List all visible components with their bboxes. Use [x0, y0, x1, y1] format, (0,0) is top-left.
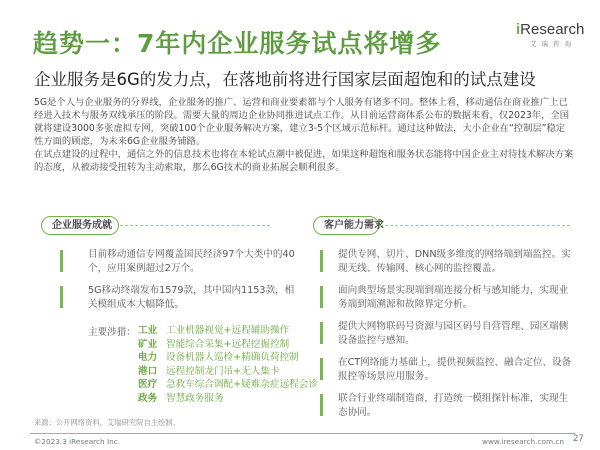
sector-desc: 远程控制龙门吊+无人集卡: [166, 365, 280, 377]
sector-row: [138, 338, 289, 352]
need-text: 提供专网、切片、DNN级多维度的网络端到端监控。实现无线、传输网、核心网的监控覆盖。: [338, 249, 571, 274]
need-text: 联合行业终端制造商，打造统一模组探针标准，实现生态协同。: [338, 393, 569, 418]
sector-row: [138, 392, 224, 406]
sector-name: 矿业: [138, 338, 158, 350]
logo-cn-name: 艾瑞咨询: [530, 40, 576, 48]
intro-text: [34, 96, 574, 175]
iresearch-logo: [516, 21, 588, 61]
footer-divider: [30, 433, 575, 434]
achievement-text: 5G移动终端发布1579款，其中国内1153款，相关模组成本大幅降低。: [88, 285, 295, 310]
sector-name: 工业: [138, 325, 158, 336]
logo-wordmark: [516, 21, 588, 38]
page-subtitle: 企业服务是6G的发力点，在落地前将进行国家层面超饱和的试点建设: [34, 70, 536, 89]
sector-row: [138, 351, 299, 365]
intro-paragraph-2: 在试点建设的过程中，通信之外的信息技术也将在本轮试点潮中被促进，如果这种超饱和服务状态能将中国企业主对待技术解决方案的态度，从被动接受扭转为主动索取，那么6G技术的商业拓展会顺利很多。: [34, 149, 574, 174]
sector-name: 港口: [138, 365, 158, 377]
bullet-bar: [320, 286, 323, 308]
bullet-bar: [60, 286, 63, 308]
bullet-bar: [320, 250, 323, 272]
left-divider: [120, 225, 270, 226]
sector-row: [138, 378, 318, 392]
sector-name: 政务: [138, 392, 158, 404]
sector-desc: 智慧政务服务: [166, 392, 224, 404]
sectors-label: 主要涉猎：: [88, 327, 136, 338]
bullet-bar: [320, 322, 323, 344]
sector-desc: 急救车综合调配+疑难杂症远程会诊: [166, 379, 318, 390]
need-text: 在CT网络能力基础上，提供视频监控、融合定位、设备报控等场景应用服务。: [338, 357, 572, 382]
label-customer-needs: 客户能力需求: [313, 216, 379, 235]
sector-row: [138, 324, 289, 338]
sector-desc: 智能综合采集+远程挖掘控制: [166, 338, 290, 350]
sector-desc: 设备机器人巡检+精确负荷控制: [166, 352, 299, 363]
bullet-bar: [320, 358, 323, 380]
page-number: 27: [573, 434, 584, 444]
page-title: 趋势一：7年内企业服务试点将增多: [33, 29, 442, 58]
copyright: ©2023.3 iResearch Inc.: [34, 437, 121, 446]
bullet-bar: [320, 394, 323, 416]
need-text: 面向典型场景实现端到端连接分析与感知能力，实现业务端到端溯源和故障界定分析。: [338, 285, 569, 310]
logo-prefix: i: [516, 21, 521, 38]
logo-name: Research: [520, 21, 585, 38]
need-text: 提供大网物联码号资源与园区码号自营管理、园区端侧设备监控与感知。: [338, 321, 569, 346]
label-enterprise-achievements: 企业服务成就: [41, 216, 119, 235]
website-link[interactable]: www.iresearch.com.cn: [482, 437, 565, 446]
sector-name: 电力: [138, 352, 158, 363]
sector-desc: 工业机器视觉+远程辅助操作: [166, 325, 290, 336]
achievement-text: 目前移动通信专网覆盖国民经济97个大类中的40个，应用案例超过2万个。: [88, 249, 295, 274]
right-divider: [380, 225, 570, 226]
source-note: 来源：公开网络资料，艾瑞研究院自主绘制。: [34, 418, 180, 427]
intro-paragraph-1: 5G是个人与企业服务的分界线，企业服务的推广、运营和商业要素都与个人服务有诸多不同。整体上看，移动通信在商业推广上已经进入技术与服务双线承压的阶段。需要大量的周边企业协同推进试点工作。从目前运营商体系公布的数据来看，仅2023年，全国就将建设3000多张虚拟专网，突破100个企业服务解决方案，建立3-5个区域示范标杆。通过这种做法，大小企业在“控制层”稳定性方面的顾虑，为未来6G企业服务铺路。: [34, 97, 569, 148]
sector-name: 医疗: [138, 379, 158, 390]
bullet-bar: [60, 250, 63, 272]
sector-row: [138, 365, 280, 379]
